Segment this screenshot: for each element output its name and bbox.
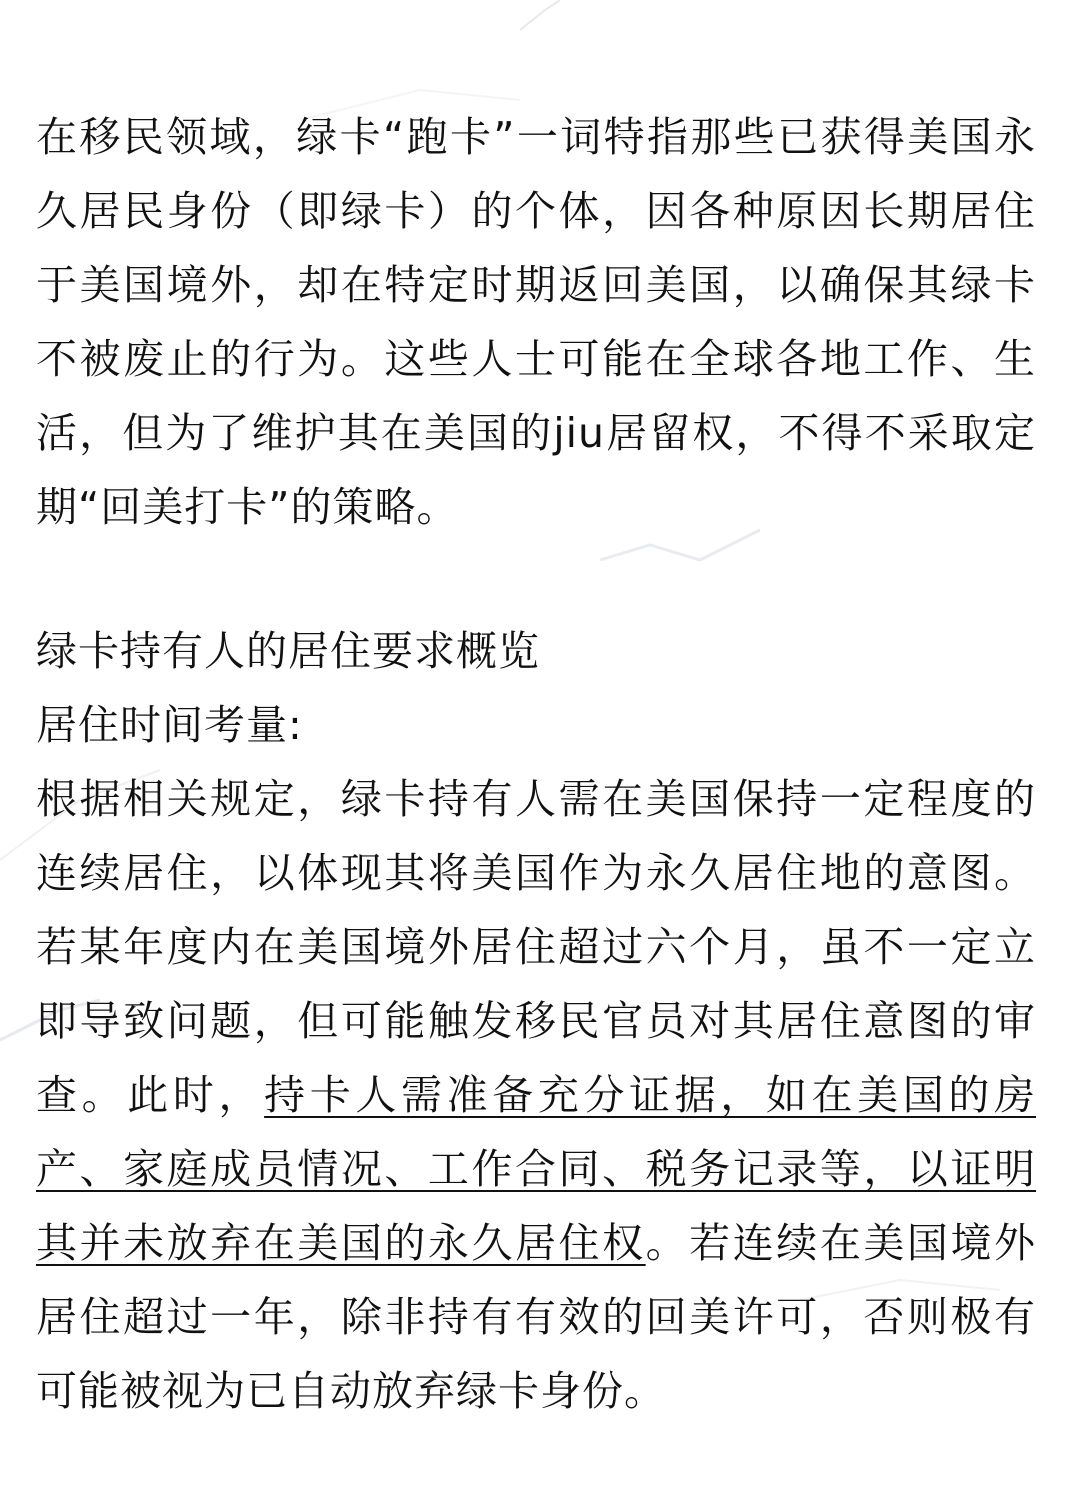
article-content: [36, 100, 1036, 1428]
section-subtitle: 居住时间考量:: [36, 701, 303, 749]
body-text-before: 根据相关规定，绿卡持有人需在美国保持一定程度的连续居住，以体现其将美国作为永久居住地的意图。若某年度内在美国境外居住超过六个月，虽不一定立即导致问题，但可能触发移民官员对其居住意图的审查。此时，: [36, 775, 1036, 1119]
body-text-after: 。若连续在美国境外居住超过一年，除非持有有效的回美许可，否则极有可能被视为已自动放弃绿卡身份。: [36, 1219, 1037, 1415]
intro-paragraph: 在移民领域，绿卡“跑卡”一词特指那些已获得美国永久居民身份（即绿卡）的个体，因各种原因长期居住于美国境外，却在特定时期返回美国，以确保其绿卡不被废止的行为。这些人士可能在全球各地工作、生活，但为了维护其在美国的jiu居留权，不得不采取定期“回美打卡”的策略。: [36, 113, 1036, 531]
paragraph-spacer: [36, 544, 1036, 614]
underlined-emphasis: 持卡人需准备充分证据，如在美国的房产、家庭成员情况、工作合同、税务记录等，以证明其并未放弃在美国的永久居住权: [36, 1071, 1037, 1267]
section-title: 绿卡持有人的居住要求概览: [36, 627, 540, 675]
section-body: [36, 762, 1036, 1428]
